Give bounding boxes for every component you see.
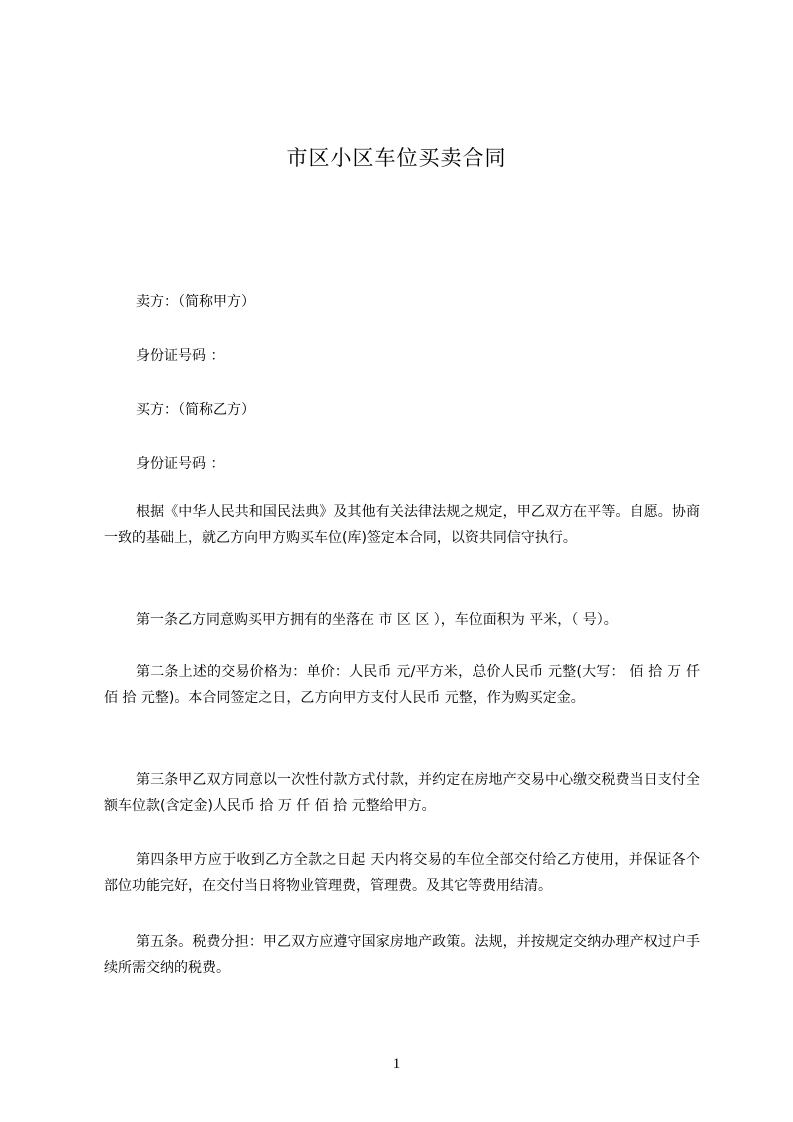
article-1-paragraph: 第一条乙方同意购买甲方拥有的坐落在 市 区 区 ），车位面积为 平米，（ 号）。	[136, 612, 618, 628]
article-4-paragraph: 第四条甲方应于收到乙方全款之日起 天内将交易的车位全部交付给乙方使用，并保证各个部位功能完好，在交付当日将物业管理费，管理费。及其它等费用结清。	[104, 852, 700, 894]
buyer-line: 买方：（简称乙方）	[136, 402, 255, 418]
page-number: 1	[392, 1056, 401, 1072]
buyer-id-line: 身份证号码 ：	[136, 456, 225, 472]
article-2-paragraph: 第二条上述的交易价格为：单价：人民币 元/平方米，总价人民币 元整(大写： 佰 拾 万 仟 佰 拾 元整)。本合同签定之日，乙方向甲方支付人民币 元整，作为购买定金。	[104, 664, 700, 706]
article-3-paragraph: 第三条甲乙双方同意以一次性付款方式付款，并约定在房地产交易中心缴交税费当日支付全额车位款(含定金)人民币 拾 万 仟 佰 拾 元整给甲方。	[104, 772, 700, 814]
seller-id-line: 身份证号码 ：	[136, 348, 225, 364]
preamble-paragraph: 根据《中华人民共和国民法典》及其他有关法律法规之规定，甲乙双方在平等。自愿。协商一致的基础上，就乙方向甲方购买车位(库)签定本合同，以资共同信守执行。	[104, 504, 700, 546]
seller-line: 卖方：（简称甲方）	[136, 294, 255, 310]
document-title: 市区小区车位买卖合同	[286, 146, 507, 170]
article-5-paragraph: 第五条。税费分担：甲乙双方应遵守国家房地产政策。法规，并按规定交纳办理产权过户手续所需交纳的税费。	[104, 934, 700, 976]
